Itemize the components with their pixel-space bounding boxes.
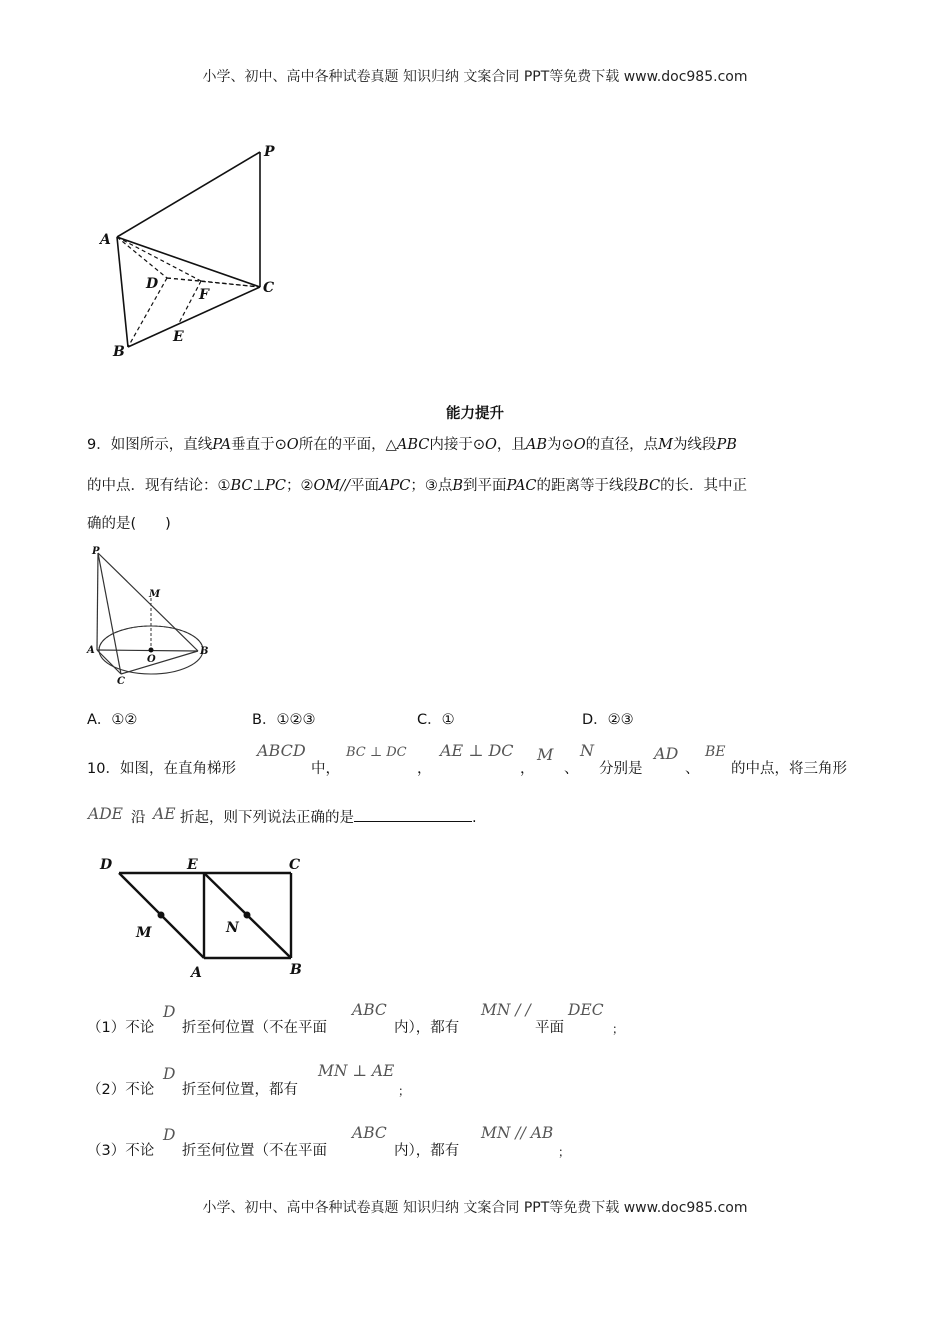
s2-math-d: D bbox=[163, 1065, 176, 1083]
label-N: N bbox=[226, 920, 239, 936]
q10-math-ae: AE bbox=[153, 805, 176, 823]
s3-math-mn-parallel-ab: MN // AB bbox=[481, 1124, 554, 1142]
answer-blank[interactable] bbox=[354, 807, 472, 822]
label-F: F bbox=[199, 287, 209, 303]
label-A: A bbox=[191, 965, 202, 981]
edge-AF bbox=[117, 237, 201, 281]
q10-comma2: ， bbox=[520, 761, 535, 777]
figure-pyramid bbox=[95, 140, 285, 365]
seg-AB bbox=[97, 650, 198, 651]
s2-text2: 折至何位置，都有 bbox=[182, 1082, 298, 1098]
q10-math-n: N bbox=[580, 741, 594, 760]
s1-text2: 折至何位置（不在平面 bbox=[182, 1020, 327, 1036]
q10-number: 10．如图，在直角梯形 bbox=[87, 761, 236, 777]
seg-PA bbox=[97, 553, 98, 650]
edge-BC bbox=[128, 287, 260, 347]
q10-math-be: BE bbox=[705, 744, 726, 760]
s1-math-mn-parallel: MN / / bbox=[481, 1001, 531, 1019]
q10-math-ae-perp-dc: AE ⊥ DC bbox=[440, 741, 514, 760]
label-C: C bbox=[289, 857, 301, 873]
s1-text3: 内），都有 bbox=[394, 1020, 460, 1036]
label-B: B bbox=[113, 344, 125, 360]
q10-text-yan: 沿 bbox=[131, 810, 146, 826]
s3-math-abc: ABC bbox=[352, 1124, 387, 1142]
label-A: A bbox=[87, 645, 95, 656]
option-a[interactable]: A．①② bbox=[87, 712, 138, 728]
option-c[interactable]: C．① bbox=[417, 712, 455, 728]
label-O: O bbox=[147, 654, 156, 665]
page-header: 小学、初中、高中各种试卷真题 知识归纳 文案合同 PPT等免费下载 www.doc985.com bbox=[202, 69, 748, 85]
point-M bbox=[158, 912, 165, 919]
label-E: E bbox=[187, 857, 198, 873]
label-P: P bbox=[264, 144, 275, 160]
s2-math-mn-perp-ae: MN ⊥ AE bbox=[318, 1062, 395, 1080]
seg-PB bbox=[98, 553, 198, 651]
label-A: A bbox=[100, 232, 111, 248]
label-M: M bbox=[149, 589, 161, 600]
edge-DF bbox=[167, 278, 201, 281]
figure-trapezoid bbox=[95, 852, 315, 982]
page-footer: 小学、初中、高中各种试卷真题 知识归纳 文案合同 PPT等免费下载 www.doc985.com bbox=[202, 1200, 748, 1216]
s1-text4: 平面 bbox=[535, 1020, 564, 1036]
edge-AP bbox=[117, 152, 260, 237]
label-M: M bbox=[136, 925, 152, 941]
q10-math-ad: AD bbox=[654, 744, 679, 763]
seg-CB bbox=[121, 651, 198, 674]
q9-line1: 9．如图所示，直线PA垂直于⊙O所在的平面，△ABC内接于⊙O，且AB为⊙O的直径，点M为线段PB bbox=[87, 437, 737, 453]
point-N bbox=[244, 912, 251, 919]
edge-FE bbox=[179, 281, 201, 323]
s1-text1: （1）不论 bbox=[87, 1020, 155, 1036]
label-P: P bbox=[92, 546, 100, 557]
label-D: D bbox=[146, 276, 159, 292]
option-d[interactable]: D．②③ bbox=[582, 712, 634, 728]
section-title: 能力提升 bbox=[446, 406, 504, 422]
edge-AB bbox=[117, 237, 128, 347]
q10-math-ade: ADE bbox=[88, 805, 123, 823]
s1-semicolon: ； bbox=[612, 1022, 625, 1036]
s3-text1: （3）不论 bbox=[87, 1143, 155, 1159]
figure-circle-pyramid bbox=[85, 543, 215, 688]
s2-text1: （2）不论 bbox=[87, 1082, 155, 1098]
point-O bbox=[149, 648, 154, 653]
s3-text2: 折至何位置（不在平面 bbox=[182, 1143, 327, 1159]
seg-PC bbox=[98, 553, 121, 674]
label-B: B bbox=[200, 646, 209, 657]
q10-math-abcd: ABCD bbox=[257, 741, 306, 760]
q10-dun1: 、 bbox=[564, 761, 579, 777]
s1-math-d: D bbox=[163, 1003, 176, 1021]
q10-text-zheqi: 折起，则下列说法正确的是 . bbox=[180, 806, 477, 827]
q10-math-bc-perp-dc: BC ⊥ DC bbox=[346, 745, 407, 760]
edge-AD bbox=[117, 237, 167, 278]
q10-comma1: ， bbox=[417, 761, 432, 777]
q10-text-fenbie: 分别是 bbox=[599, 761, 643, 777]
s2-semicolon: ； bbox=[398, 1084, 411, 1098]
label-E: E bbox=[173, 329, 184, 345]
s3-semicolon: ； bbox=[558, 1145, 571, 1159]
q9-line3: 确的是( ) bbox=[87, 516, 171, 532]
s3-math-d: D bbox=[163, 1126, 176, 1144]
label-B: B bbox=[290, 962, 302, 978]
option-b[interactable]: B．①②③ bbox=[252, 712, 316, 728]
s3-text3: 内），都有 bbox=[394, 1143, 460, 1159]
label-D: D bbox=[100, 857, 113, 873]
q10-text-zhongdian: 的中点，将三角形 bbox=[731, 761, 847, 777]
label-C: C bbox=[117, 676, 125, 687]
s1-math-abc: ABC bbox=[352, 1001, 387, 1019]
q10-dun2: 、 bbox=[685, 761, 700, 777]
q9-line2: 的中点．现有结论：①BC⊥PC；②OM//平面APC；③点B到平面PAC的距离等于线段BC的长．其中正 bbox=[87, 478, 748, 494]
label-C: C bbox=[263, 280, 275, 296]
q10-text-zhong: 中， bbox=[311, 761, 340, 777]
s1-math-dec: DEC bbox=[568, 1001, 604, 1019]
q10-math-m: M bbox=[537, 745, 554, 764]
